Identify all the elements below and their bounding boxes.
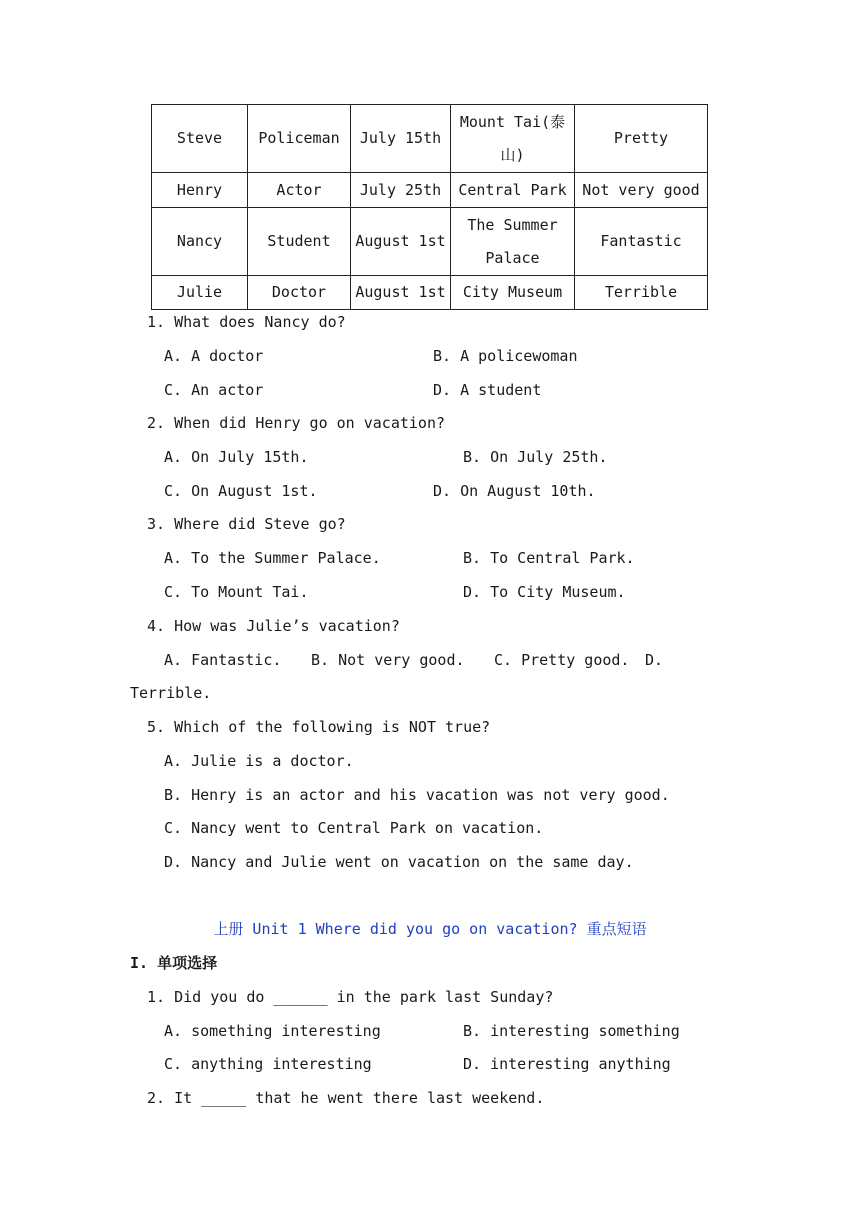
table-cell: City Museum — [451, 276, 575, 310]
question-4-stem: 4. How was Julie’s vacation? — [147, 617, 400, 635]
question-1-option-d: D. A student — [433, 381, 542, 399]
table-cell: Central Park — [451, 173, 575, 208]
table-cell: July 15th — [351, 105, 451, 173]
table-cell: Pretty — [575, 105, 708, 173]
question-1-stem: 1. What does Nancy do? — [147, 313, 346, 331]
question-4-option-d: D. — [645, 651, 664, 669]
table-row — [152, 173, 708, 208]
table-row — [152, 105, 708, 173]
question-2-option-c: C. On August 1st. — [164, 482, 318, 500]
question-3-stem: 3. Where did Steve go? — [147, 515, 346, 533]
part-1-question-1-option-b: B. interesting something — [463, 1022, 680, 1040]
question-2-stem: 2. When did Henry go on vacation? — [147, 414, 446, 432]
part-1-question-2-stem: 2. It _____ that he went there last weekend. — [147, 1089, 545, 1107]
question-2-option-a: A. On July 15th. — [164, 448, 309, 466]
question-2-option-b: B. On July 25th. — [463, 448, 608, 466]
part-1-question-1-option-a: A. something interesting — [164, 1022, 381, 1040]
table-cell: August 1st — [351, 208, 451, 276]
question-5-stem: 5. Which of the following is NOT true? — [147, 718, 491, 736]
question-4-option-c: C. Pretty good. — [494, 651, 630, 669]
table-cell: August 1st — [351, 276, 451, 310]
table-cell: Actor — [248, 173, 351, 208]
table-row — [152, 208, 708, 276]
table-cell: Doctor — [248, 276, 351, 310]
question-1-option-b: B. A policewoman — [433, 347, 578, 365]
info-table — [151, 104, 708, 310]
table-cell: Not very good — [575, 173, 708, 208]
part-1-question-1-stem: 1. Did you do ______ in the park last Sunday? — [147, 988, 554, 1006]
question-3-option-b: B. To Central Park. — [463, 549, 635, 567]
table-row — [152, 276, 708, 310]
part-1-question-1-option-c: C. anything interesting — [164, 1055, 372, 1073]
table-cell: Fantastic — [575, 208, 708, 276]
part-1-heading: I. 单项选择 — [130, 954, 218, 972]
table-cell: Mount Tai(泰山) — [451, 105, 575, 173]
table-cell: Henry — [152, 173, 248, 208]
question-5-option-b: B. Henry is an actor and his vacation was not very good. — [164, 786, 670, 804]
question-1-option-c: C. An actor — [164, 381, 264, 399]
table-cell: Student — [248, 208, 351, 276]
part-1-question-1-option-d: D. interesting anything — [463, 1055, 671, 1073]
question-4-option-a: A. Fantastic. — [164, 651, 282, 669]
table-cell: Julie — [152, 276, 248, 310]
table-cell: Nancy — [152, 208, 248, 276]
question-5-option-c: C. Nancy went to Central Park on vacation. — [164, 819, 544, 837]
question-4-option-d-wrap: Terrible. — [130, 684, 212, 702]
table-cell: Steve — [152, 105, 248, 173]
table-cell: Terrible — [575, 276, 708, 310]
question-4-option-b: B. Not very good. — [311, 651, 465, 669]
question-5-option-a: A. Julie is a doctor. — [164, 752, 354, 770]
table-cell: July 25th — [351, 173, 451, 208]
table-cell: The Summer Palace — [451, 208, 575, 276]
question-3-option-a: A. To the Summer Palace. — [164, 549, 381, 567]
section-title: 上册 Unit 1 Where did you go on vacation? 重点短语 — [213, 920, 647, 938]
question-2-option-d: D. On August 10th. — [433, 482, 596, 500]
question-5-option-d: D. Nancy and Julie went on vacation on the same day. — [164, 853, 634, 871]
question-3-option-c: C. To Mount Tai. — [164, 583, 309, 601]
question-1-option-a: A. A doctor — [164, 347, 264, 365]
table-cell: Policeman — [248, 105, 351, 173]
question-3-option-d: D. To City Museum. — [463, 583, 626, 601]
